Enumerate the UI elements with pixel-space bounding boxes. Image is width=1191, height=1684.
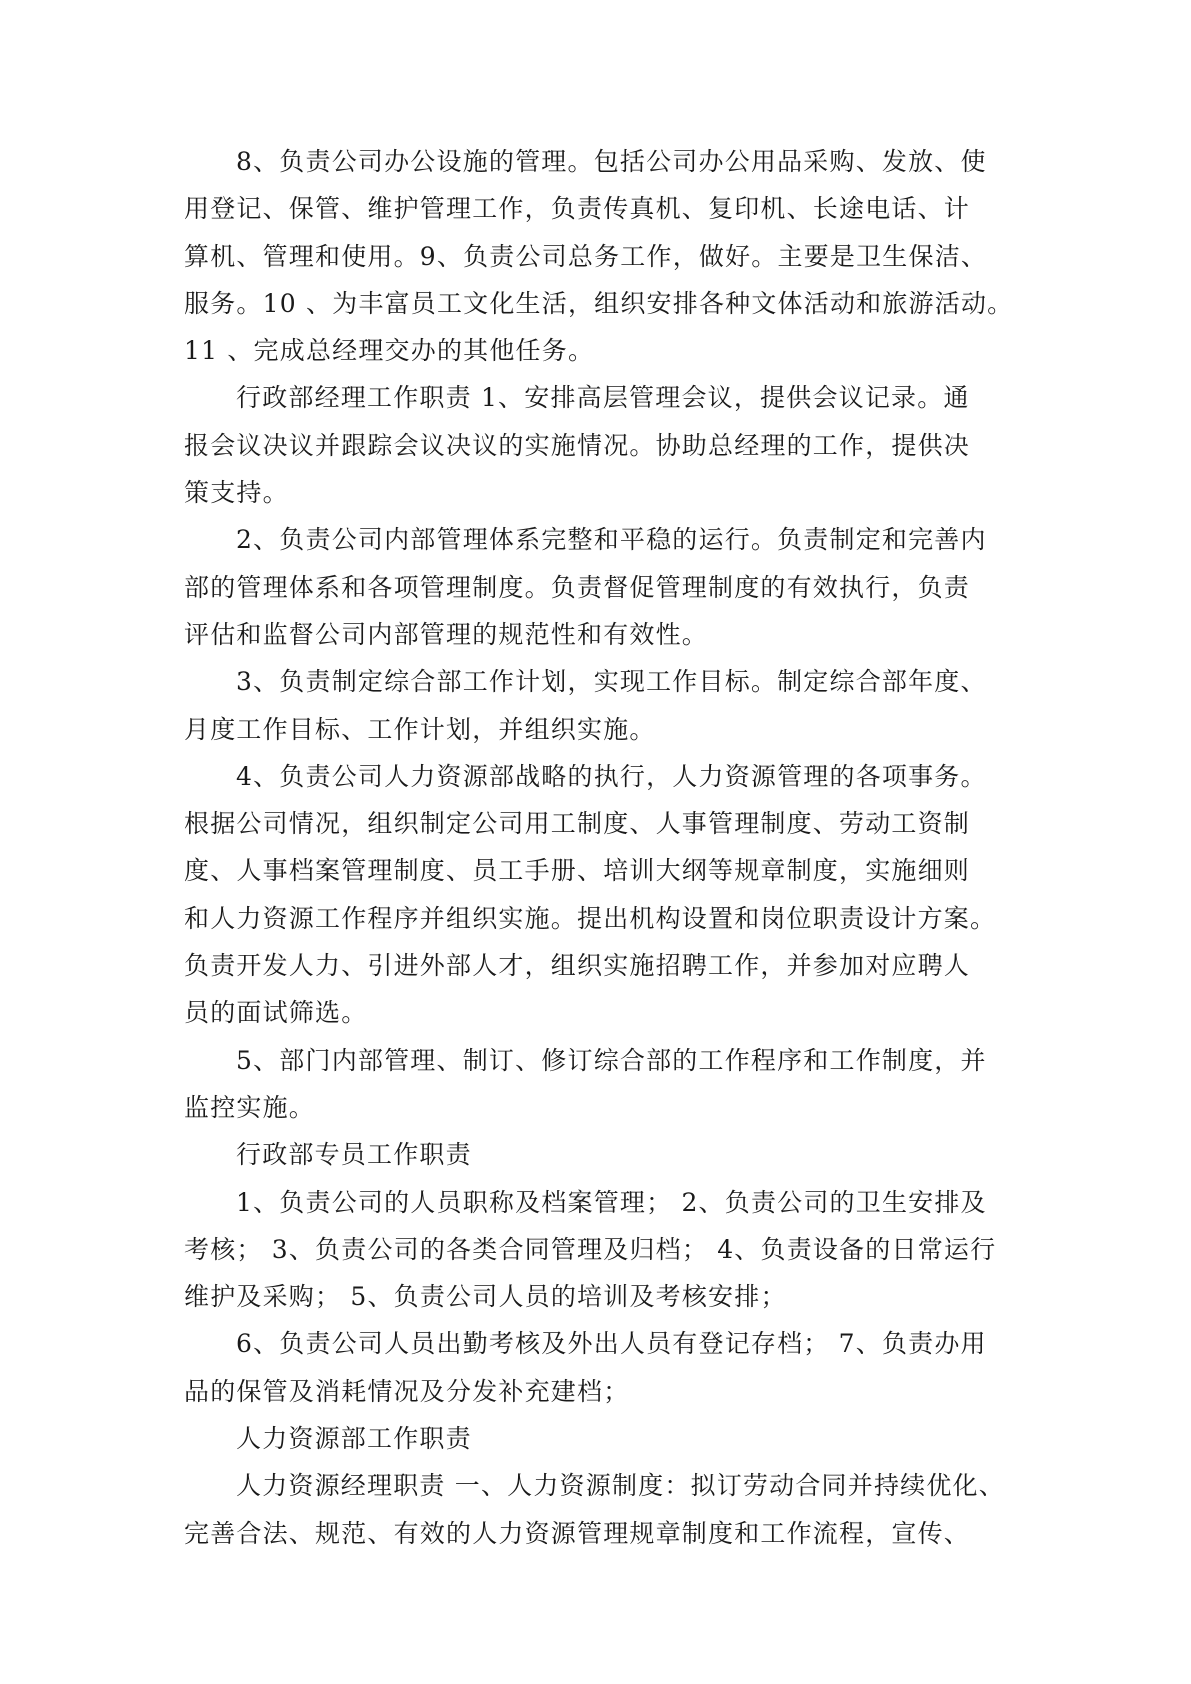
text-line: 8、负责公司办公设施的管理。包括公司办公用品采购、发放、使 (236, 147, 987, 176)
text-line: 员的面试筛选。 (184, 998, 368, 1028)
text-line: 报会议决议并跟踪会议决议的实施情况。协助总经理的工作，提供决 (184, 430, 971, 460)
paragraph-office-facilities (184, 138, 1016, 374)
text-line: 评估和监督公司内部管理的规范性和有效性。 (184, 619, 709, 649)
document-body (184, 138, 1016, 1557)
text-line: 维护及采购； 5、负责公司人员的培训及考核安排； (184, 1282, 787, 1312)
text-line: 2、负责公司内部管理体系完整和平稳的运行。负责制定和完善内 (236, 525, 987, 555)
paragraph-human-resources-strategy (184, 753, 1016, 1037)
text-line: 监控实施。 (184, 1092, 316, 1122)
text-line: 5、部门内部管理、制订、修订综合部的工作程序和工作制度，并 (236, 1045, 987, 1075)
text-line: 部的管理体系和各项管理制度。负责督促管理制度的有效执行，负责 (184, 572, 971, 602)
text-line: 用登记、保管、维护管理工作，负责传真机、复印机、长途电话、计 (184, 194, 971, 224)
text-line: 考核； 3、负责公司的各类合同管理及归档； 4、负责设备的日常运行 (184, 1234, 997, 1264)
paragraph-internal-management (184, 516, 1016, 658)
heading-hr-department-duties (184, 1415, 1016, 1462)
text-line: 1、负责公司的人员职称及档案管理； 2、负责公司的卫生安排及 (236, 1187, 987, 1217)
text-line: 人力资源部工作职责 (236, 1424, 472, 1454)
text-line: 人力资源经理职责 一、人力资源制度：拟订劳动合同并持续优化、 (236, 1471, 1005, 1501)
text-line: 品的保管及消耗情况及分发补充建档； (184, 1376, 630, 1406)
text-line: 4、负责公司人力资源部战略的执行，人力资源管理的各项事务。 (236, 761, 987, 791)
paragraph-admin-manager-duties (184, 374, 1016, 516)
text-line: 和人力资源工作程序并组织实施。提出机构设置和岗位职责设计方案。 (184, 903, 997, 933)
heading-admin-specialist-duties (184, 1131, 1016, 1178)
text-line: 度、人事档案管理制度、员工手册、培训大纲等规章制度，实施细则 (184, 856, 971, 886)
text-line: 3、负责制定综合部工作计划，实现工作目标。制定综合部年度、 (236, 667, 987, 697)
text-line: 11 、完成总经理交办的其他任务。 (184, 336, 595, 366)
text-line: 完善合法、规范、有效的人力资源管理规章制度和工作流程，宣传、 (184, 1518, 971, 1548)
paragraph-specialist-duties-list (184, 1179, 1016, 1321)
text-line: 服务。10 、为丰富员工文化生活，组织安排各种文体活动和旅游活动。 (184, 288, 1014, 318)
text-line: 策支持。 (184, 478, 289, 508)
paragraph-hr-manager-duties (184, 1462, 1016, 1557)
text-line: 负责开发人力、引进外部人才，组织实施招聘工作，并参加对应聘人 (184, 951, 971, 981)
text-line: 行政部专员工作职责 (236, 1140, 472, 1170)
text-line: 6、负责公司人员出勤考核及外出人员有登记存档； 7、负责办用 (236, 1329, 987, 1359)
text-line: 行政部经理工作职责 1、安排高层管理会议，提供会议记录。通 (236, 383, 970, 413)
paragraph-work-plan (184, 658, 1016, 753)
text-line: 月度工作目标、工作计划，并组织实施。 (184, 714, 656, 744)
paragraph-attendance-supplies (184, 1320, 1016, 1415)
text-line: 算机、管理和使用。9、负责公司总务工作，做好。主要是卫生保洁、 (184, 241, 988, 271)
text-line: 根据公司情况，组织制定公司用工制度、人事管理制度、劳动工资制 (184, 809, 971, 839)
paragraph-department-management (184, 1037, 1016, 1132)
